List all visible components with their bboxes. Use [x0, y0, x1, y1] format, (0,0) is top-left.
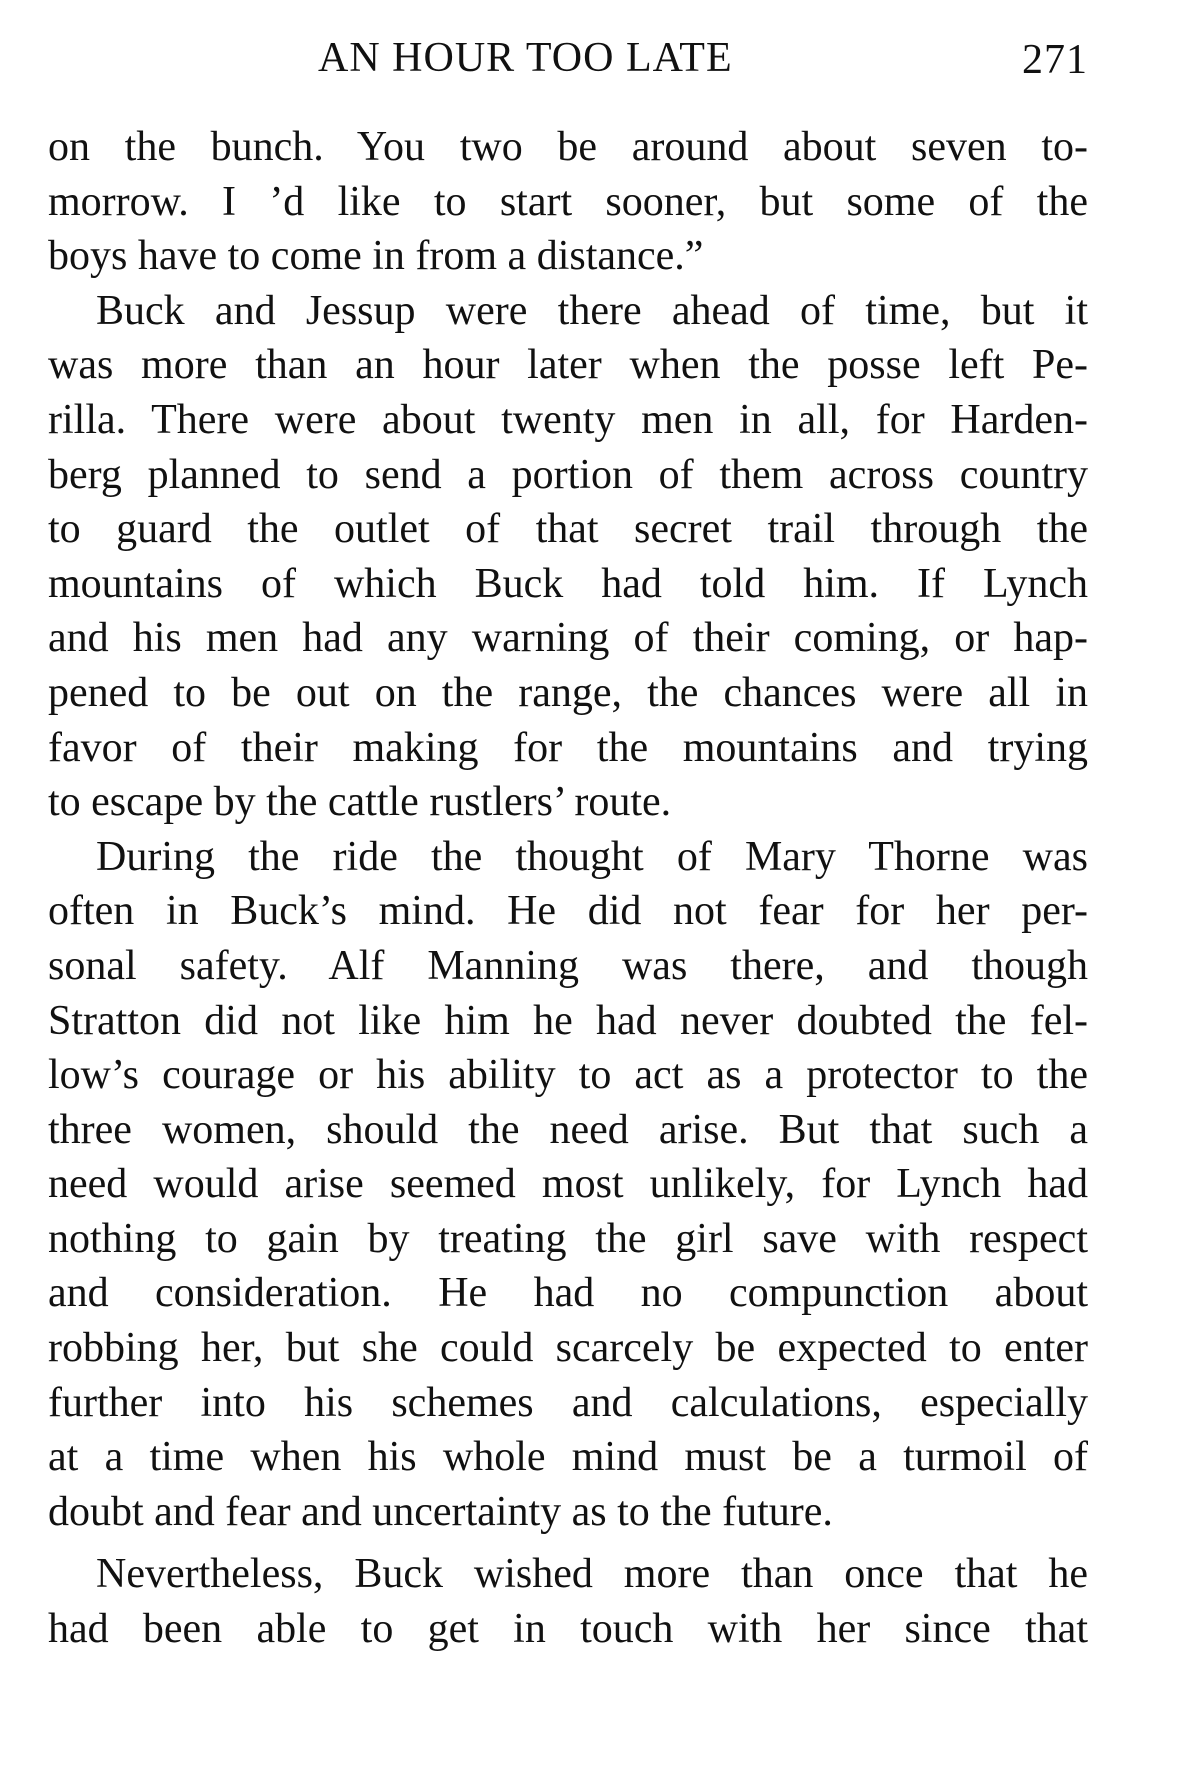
paragraph-gap	[48, 1539, 1088, 1547]
text-line: often in Buck’s mind. He did not fear for her per-	[48, 888, 1088, 935]
text-line: at a time when his whole mind must be a turmoil of	[48, 1434, 1088, 1481]
text-line: Buck and Jessup were there ahead of time, but it	[96, 287, 1088, 334]
text-line: sonal safety. Alf Manning was there, and though	[48, 942, 1088, 989]
text-line: During the ride the thought of Mary Thorne was	[96, 833, 1088, 880]
text-line: pened to be out on the range, the chances were all in	[48, 669, 1088, 716]
page-number: 271	[1022, 37, 1088, 83]
paragraph-2	[48, 284, 1088, 830]
text-line: doubt and fear and uncertainty as to the future.	[48, 1488, 833, 1535]
text-line: need would arise seemed most unlikely, for Lynch had	[48, 1161, 1088, 1208]
text-line: and his men had any warning of their coming, or hap-	[48, 615, 1088, 662]
text-line: to guard the outlet of that secret trail through the	[48, 506, 1088, 553]
text-line: berg planned to send a portion of them across country	[48, 451, 1088, 498]
text-line: was more than an hour later when the posse left Pe-	[48, 342, 1088, 389]
text-line: boys have to come in from a distance.”	[48, 233, 704, 280]
running-title: AN HOUR TOO LATE	[318, 35, 733, 81]
text-line: favor of their making for the mountains and trying	[48, 724, 1088, 771]
text-line: Stratton did not like him he had never doubted the fel-	[48, 997, 1088, 1044]
text-line: nothing to gain by treating the girl save with respect	[48, 1215, 1088, 1262]
paragraph-4	[48, 1547, 1088, 1656]
paragraph-1	[48, 120, 1088, 284]
text-line: had been able to get in touch with her since that	[48, 1606, 1088, 1653]
text-line: robbing her, but she could scarcely be expected to enter	[48, 1325, 1088, 1372]
text-line: three women, should the need arise. But that such a	[48, 1106, 1088, 1153]
text-line: low’s courage or his ability to act as a protector to the	[48, 1052, 1088, 1099]
paragraph-3	[48, 830, 1088, 1540]
text-line: Nevertheless, Buck wished more than once that he	[96, 1551, 1088, 1598]
text-line: morrow. I ’d like to start sooner, but some of the	[48, 178, 1088, 225]
running-head	[48, 34, 1088, 90]
text-line: further into his schemes and calculations, especially	[48, 1379, 1088, 1426]
body-text	[48, 120, 1088, 1657]
text-line: rilla. There were about twenty men in all, for Harden-	[48, 396, 1088, 443]
text-line: to escape by the cattle rustlers’ route.	[48, 779, 672, 826]
text-line: and consideration. He had no compunction about	[48, 1270, 1088, 1317]
text-line: on the bunch. You two be around about seven to-	[48, 124, 1088, 170]
text-line: mountains of which Buck had told him. If Lynch	[48, 560, 1088, 607]
